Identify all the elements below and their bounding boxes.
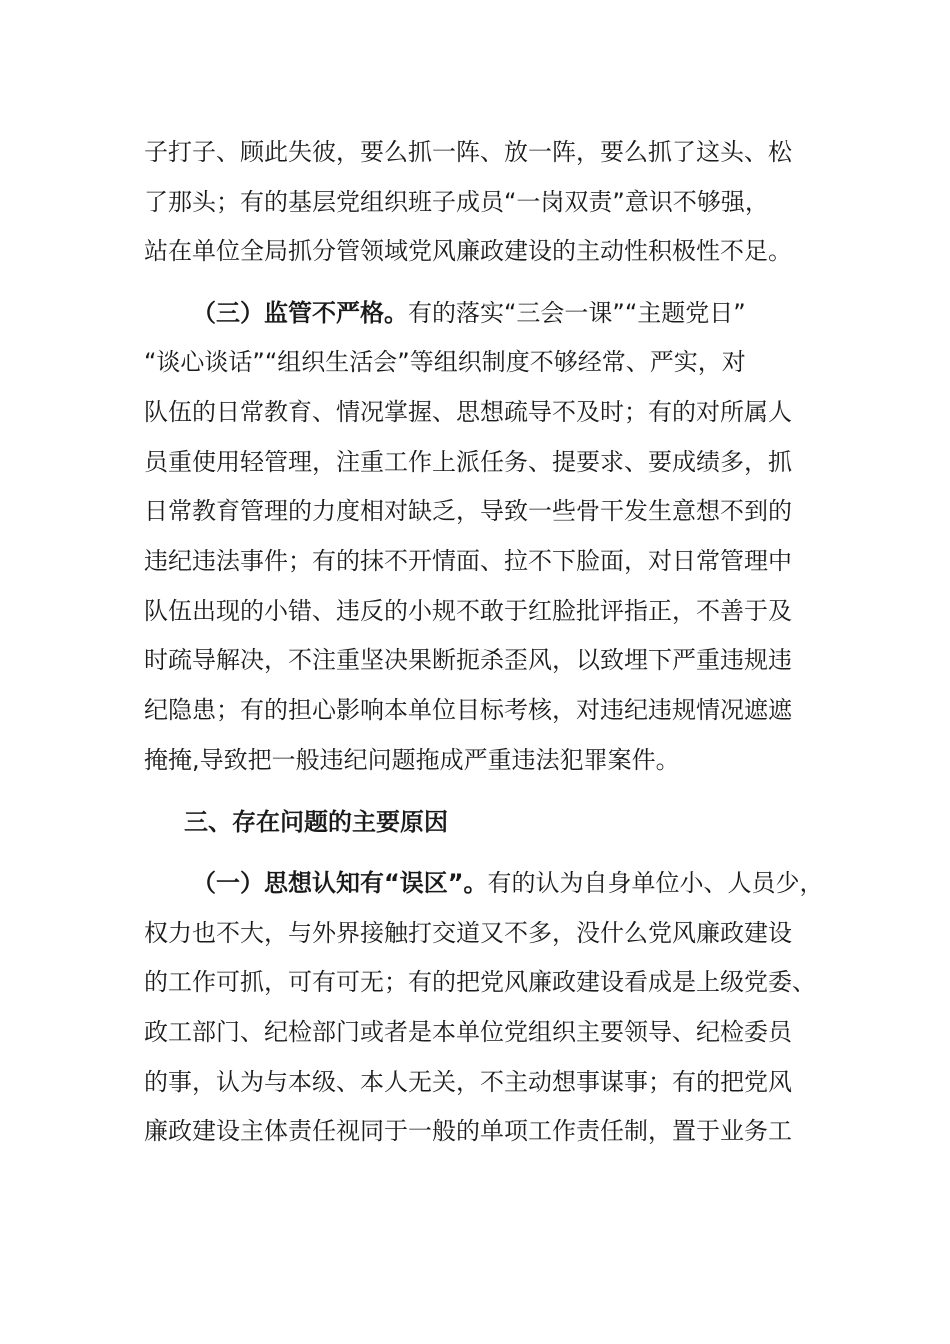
paragraph-line: 掩掩,导致把一般违纪问题拖成严重违法犯罪案件。 [144, 746, 680, 774]
paragraph-line: 日常教育管理的力度相对缺乏，导致一些骨干发生意想不到的 [144, 497, 792, 525]
paragraph-line: 队伍出现的小错、违反的小规不敢于红脸批评指正，不善于及 [144, 597, 792, 625]
paragraph-line: 时疏导解决，不注重坚决果断扼杀歪风，以致埋下严重违规违 [144, 646, 792, 674]
paragraph-line: 站在单位全局抓分管领域党风廉政建设的主动性积极性不足。 [144, 237, 792, 265]
section-title: 三、存在问题的主要原因 [184, 808, 448, 836]
paragraph-line: 权力也不大，与外界接触打交道又不多，没什么党风廉政建设 [144, 919, 792, 947]
paragraph-line [192, 288, 844, 338]
paragraph-line: 违纪违法事件；有的抹不开情面、拉不下脸面，对日常管理中 [144, 547, 792, 575]
paragraph-line: 政工部门、纪检部门或者是本单位党组织主要领导、纪检委员 [144, 1018, 792, 1046]
paragraph-text: 有的落实“三会一课”“主题党日” [408, 299, 746, 327]
paragraph-line: 了那头；有的基层党组织班子成员“一岗双责”意识不够强， [144, 188, 769, 216]
section-heading-cognition: （一）思想认知有“误区”。 [192, 869, 488, 897]
paragraph-line: 队伍的日常教育、情况掌握、思想疏导不及时；有的对所属人 [144, 398, 792, 426]
paragraph-line [192, 858, 844, 908]
paragraph-line: 的事，认为与本级、本人无关，不主动想事谋事；有的把党风 [144, 1068, 792, 1096]
paragraph-line: “谈心谈话”“组织生活会”等组织制度不够经常、严实，对 [144, 348, 746, 376]
paragraph-text: 有的认为自身单位小、人员少， [487, 869, 824, 897]
paragraph-line: 纪隐患；有的担心影响本单位目标考核，对违纪违规情况遮遮 [144, 696, 792, 724]
paragraph-line: 员重使用轻管理，注重工作上派任务、提要求、要成绩多，抓 [144, 448, 792, 476]
paragraph-line: 的工作可抓，可有可无；有的把党风廉政建设看成是上级党委、 [144, 968, 816, 996]
paragraph-line: 子打子、顾此失彼，要么抓一阵、放一阵，要么抓了这头、松 [144, 138, 792, 166]
section-heading-supervision: （三）监管不严格。 [192, 299, 408, 327]
paragraph-line: 廉政建设主体责任视同于一般的单项工作责任制，置于业务工 [144, 1117, 792, 1145]
